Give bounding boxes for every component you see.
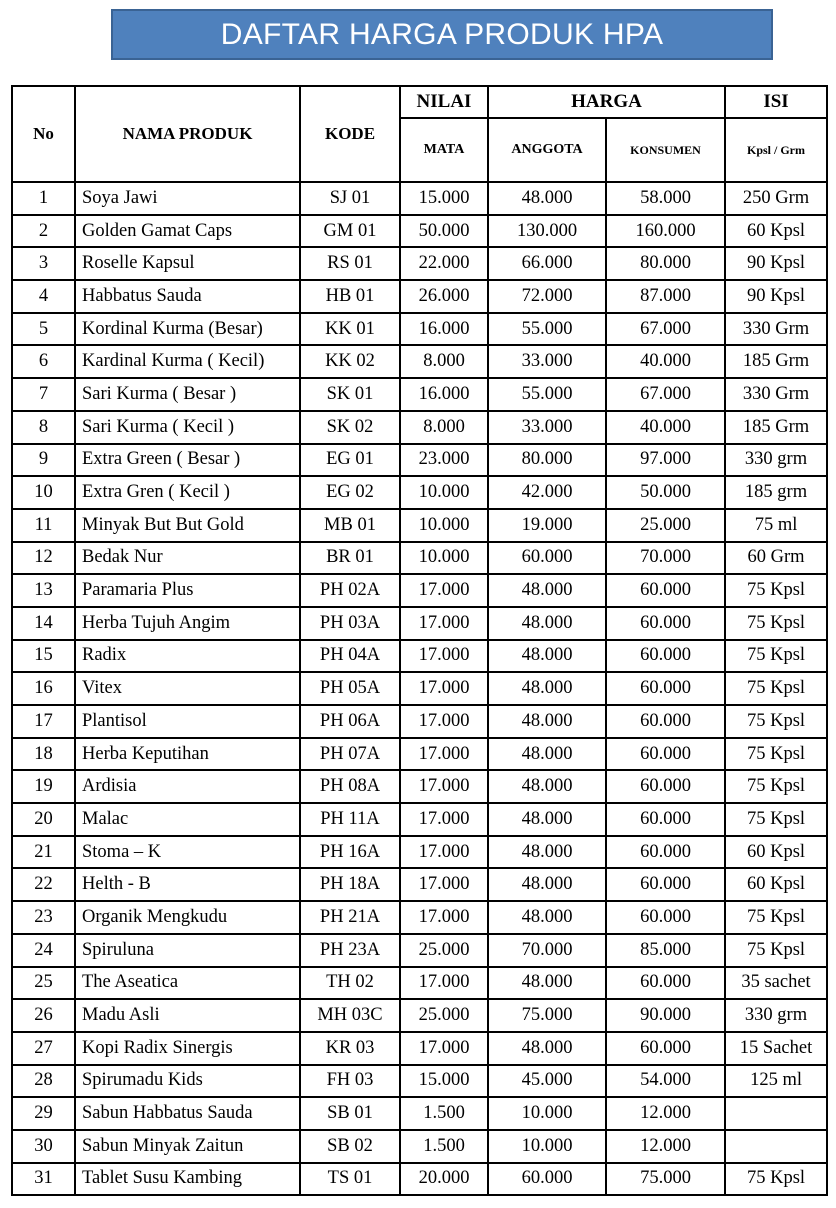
cell-nilai-mata: 16.000 — [400, 378, 488, 411]
cell-kode: PH 21A — [300, 901, 400, 934]
cell-kode: SB 01 — [300, 1097, 400, 1130]
table-row — [12, 770, 827, 803]
cell-harga-konsumen: 70.000 — [606, 542, 725, 575]
cell-isi: 90 Kpsl — [725, 280, 827, 313]
cell-isi: 75 Kpsl — [725, 672, 827, 705]
cell-harga-konsumen: 60.000 — [606, 640, 725, 673]
cell-no: 20 — [12, 803, 75, 836]
cell-nilai-mata: 25.000 — [400, 999, 488, 1032]
table-row — [12, 836, 827, 869]
cell-kode: HB 01 — [300, 280, 400, 313]
cell-harga-anggota: 48.000 — [488, 836, 606, 869]
header-nama-produk: NAMA PRODUK — [75, 86, 300, 182]
table-row — [12, 1097, 827, 1130]
cell-nilai-mata: 10.000 — [400, 509, 488, 542]
cell-kode: PH 18A — [300, 868, 400, 901]
cell-isi: 75 ml — [725, 509, 827, 542]
cell-harga-anggota: 48.000 — [488, 640, 606, 673]
cell-harga-anggota: 48.000 — [488, 182, 606, 215]
cell-harga-konsumen: 60.000 — [606, 967, 725, 1000]
header-anggota: ANGGOTA — [488, 118, 606, 182]
cell-no: 18 — [12, 738, 75, 771]
cell-nama-produk: Paramaria Plus — [75, 574, 300, 607]
header-mata: MATA — [400, 118, 488, 182]
cell-harga-konsumen: 25.000 — [606, 509, 725, 542]
table-row — [12, 574, 827, 607]
cell-nama-produk: Herba Keputihan — [75, 738, 300, 771]
cell-nilai-mata: 23.000 — [400, 444, 488, 477]
header-nilai: NILAI — [400, 86, 488, 118]
cell-nilai-mata: 17.000 — [400, 738, 488, 771]
cell-nama-produk: Extra Green ( Besar ) — [75, 444, 300, 477]
cell-isi: 75 Kpsl — [725, 640, 827, 673]
cell-no: 6 — [12, 345, 75, 378]
cell-harga-konsumen: 67.000 — [606, 378, 725, 411]
table-row — [12, 607, 827, 640]
cell-kode: BR 01 — [300, 542, 400, 575]
cell-kode: PH 16A — [300, 836, 400, 869]
header-harga: HARGA — [488, 86, 725, 118]
cell-nilai-mata: 17.000 — [400, 803, 488, 836]
cell-no: 16 — [12, 672, 75, 705]
cell-nilai-mata: 10.000 — [400, 542, 488, 575]
cell-isi: 185 Grm — [725, 345, 827, 378]
cell-nilai-mata: 8.000 — [400, 345, 488, 378]
table-row — [12, 215, 827, 248]
cell-nilai-mata: 15.000 — [400, 182, 488, 215]
cell-harga-anggota: 48.000 — [488, 770, 606, 803]
cell-isi: 75 Kpsl — [725, 934, 827, 967]
cell-harga-konsumen: 60.000 — [606, 705, 725, 738]
cell-nama-produk: Stoma – K — [75, 836, 300, 869]
cell-kode: PH 23A — [300, 934, 400, 967]
cell-kode: SJ 01 — [300, 182, 400, 215]
table-row — [12, 444, 827, 477]
cell-harga-konsumen: 60.000 — [606, 1032, 725, 1065]
cell-nama-produk: Habbatus Sauda — [75, 280, 300, 313]
table-row — [12, 411, 827, 444]
cell-nama-produk: Roselle Kapsul — [75, 247, 300, 280]
cell-no: 9 — [12, 444, 75, 477]
cell-nilai-mata: 25.000 — [400, 934, 488, 967]
header-konsumen: KONSUMEN — [606, 118, 725, 182]
cell-harga-anggota: 75.000 — [488, 999, 606, 1032]
cell-nilai-mata: 17.000 — [400, 607, 488, 640]
table-row — [12, 378, 827, 411]
cell-nama-produk: Malac — [75, 803, 300, 836]
cell-no: 26 — [12, 999, 75, 1032]
header-no: No — [12, 86, 75, 182]
cell-kode: PH 06A — [300, 705, 400, 738]
cell-harga-anggota: 48.000 — [488, 901, 606, 934]
cell-no: 11 — [12, 509, 75, 542]
cell-nama-produk: Herba Tujuh Angim — [75, 607, 300, 640]
cell-harga-konsumen: 54.000 — [606, 1065, 725, 1098]
cell-isi: 60 Kpsl — [725, 836, 827, 869]
cell-isi: 90 Kpsl — [725, 247, 827, 280]
cell-nilai-mata: 16.000 — [400, 313, 488, 346]
cell-no: 12 — [12, 542, 75, 575]
cell-harga-konsumen: 60.000 — [606, 672, 725, 705]
cell-harga-konsumen: 160.000 — [606, 215, 725, 248]
cell-nama-produk: Plantisol — [75, 705, 300, 738]
cell-harga-anggota: 70.000 — [488, 934, 606, 967]
table-row — [12, 803, 827, 836]
cell-isi: 75 Kpsl — [725, 1163, 827, 1196]
cell-isi: 15 Sachet — [725, 1032, 827, 1065]
cell-nilai-mata: 17.000 — [400, 574, 488, 607]
cell-no: 24 — [12, 934, 75, 967]
cell-harga-anggota: 60.000 — [488, 1163, 606, 1196]
cell-nilai-mata: 1.500 — [400, 1130, 488, 1163]
cell-kode: SK 01 — [300, 378, 400, 411]
cell-no: 19 — [12, 770, 75, 803]
cell-harga-konsumen: 85.000 — [606, 934, 725, 967]
cell-harga-konsumen: 40.000 — [606, 345, 725, 378]
cell-nilai-mata: 17.000 — [400, 770, 488, 803]
table-row — [12, 542, 827, 575]
table-row — [12, 345, 827, 378]
cell-harga-anggota: 48.000 — [488, 738, 606, 771]
cell-nama-produk: Sabun Minyak Zaitun — [75, 1130, 300, 1163]
cell-harga-anggota: 48.000 — [488, 574, 606, 607]
cell-no: 23 — [12, 901, 75, 934]
cell-no: 17 — [12, 705, 75, 738]
table-row — [12, 901, 827, 934]
cell-harga-anggota: 10.000 — [488, 1097, 606, 1130]
cell-nama-produk: Tablet Susu Kambing — [75, 1163, 300, 1196]
cell-no: 28 — [12, 1065, 75, 1098]
cell-isi: 60 Kpsl — [725, 215, 827, 248]
cell-nama-produk: Organik Mengkudu — [75, 901, 300, 934]
cell-isi: 75 Kpsl — [725, 607, 827, 640]
cell-harga-anggota: 80.000 — [488, 444, 606, 477]
cell-isi: 75 Kpsl — [725, 803, 827, 836]
cell-harga-anggota: 72.000 — [488, 280, 606, 313]
cell-nilai-mata: 17.000 — [400, 640, 488, 673]
cell-no: 3 — [12, 247, 75, 280]
cell-no: 25 — [12, 967, 75, 1000]
cell-isi: 75 Kpsl — [725, 770, 827, 803]
cell-isi: 125 ml — [725, 1065, 827, 1098]
cell-isi: 330 Grm — [725, 313, 827, 346]
cell-no: 7 — [12, 378, 75, 411]
table-row — [12, 672, 827, 705]
cell-harga-konsumen: 90.000 — [606, 999, 725, 1032]
cell-harga-konsumen: 87.000 — [606, 280, 725, 313]
cell-isi — [725, 1097, 827, 1130]
table-row — [12, 247, 827, 280]
cell-harga-konsumen: 58.000 — [606, 182, 725, 215]
cell-no: 27 — [12, 1032, 75, 1065]
cell-kode: PH 03A — [300, 607, 400, 640]
cell-nama-produk: Sari Kurma ( Kecil ) — [75, 411, 300, 444]
cell-harga-anggota: 33.000 — [488, 345, 606, 378]
cell-harga-anggota: 48.000 — [488, 672, 606, 705]
cell-harga-anggota: 55.000 — [488, 378, 606, 411]
cell-isi: 330 Grm — [725, 378, 827, 411]
cell-no: 30 — [12, 1130, 75, 1163]
cell-kode: MB 01 — [300, 509, 400, 542]
cell-no: 31 — [12, 1163, 75, 1196]
table-row — [12, 1163, 827, 1196]
table-row — [12, 313, 827, 346]
cell-kode: FH 03 — [300, 1065, 400, 1098]
table-row — [12, 705, 827, 738]
cell-no: 14 — [12, 607, 75, 640]
cell-no: 5 — [12, 313, 75, 346]
page-title: DAFTAR HARGA PRODUK HPA — [220, 17, 664, 51]
cell-kode: PH 11A — [300, 803, 400, 836]
cell-nama-produk: Golden Gamat Caps — [75, 215, 300, 248]
table-body — [12, 182, 827, 1195]
cell-nilai-mata: 1.500 — [400, 1097, 488, 1130]
cell-no: 8 — [12, 411, 75, 444]
cell-harga-anggota: 48.000 — [488, 1032, 606, 1065]
cell-no: 21 — [12, 836, 75, 869]
cell-harga-konsumen: 60.000 — [606, 738, 725, 771]
cell-isi: 60 Kpsl — [725, 868, 827, 901]
cell-harga-anggota: 48.000 — [488, 607, 606, 640]
cell-harga-konsumen: 75.000 — [606, 1163, 725, 1196]
cell-nama-produk: Helth - B — [75, 868, 300, 901]
cell-kode: RS 01 — [300, 247, 400, 280]
page-title-banner — [111, 9, 773, 60]
table-row — [12, 868, 827, 901]
cell-no: 10 — [12, 476, 75, 509]
cell-nilai-mata: 17.000 — [400, 901, 488, 934]
cell-no: 29 — [12, 1097, 75, 1130]
cell-kode: PH 02A — [300, 574, 400, 607]
table-row — [12, 1065, 827, 1098]
cell-kode: KK 01 — [300, 313, 400, 346]
cell-no: 22 — [12, 868, 75, 901]
cell-nilai-mata: 17.000 — [400, 836, 488, 869]
table-row — [12, 280, 827, 313]
cell-kode: KR 03 — [300, 1032, 400, 1065]
cell-harga-anggota: 66.000 — [488, 247, 606, 280]
cell-isi: 60 Grm — [725, 542, 827, 575]
cell-no: 15 — [12, 640, 75, 673]
cell-nilai-mata: 26.000 — [400, 280, 488, 313]
cell-isi: 330 grm — [725, 999, 827, 1032]
cell-nilai-mata: 20.000 — [400, 1163, 488, 1196]
cell-no: 13 — [12, 574, 75, 607]
cell-harga-konsumen: 60.000 — [606, 901, 725, 934]
cell-nilai-mata: 22.000 — [400, 247, 488, 280]
cell-harga-anggota: 10.000 — [488, 1130, 606, 1163]
cell-nama-produk: Sabun Habbatus Sauda — [75, 1097, 300, 1130]
header-isi: ISI — [725, 86, 827, 118]
table-row — [12, 509, 827, 542]
price-table — [11, 85, 828, 1196]
cell-kode: SK 02 — [300, 411, 400, 444]
cell-harga-anggota: 60.000 — [488, 542, 606, 575]
cell-harga-konsumen: 80.000 — [606, 247, 725, 280]
cell-harga-konsumen: 60.000 — [606, 836, 725, 869]
cell-harga-konsumen: 40.000 — [606, 411, 725, 444]
cell-nilai-mata: 17.000 — [400, 705, 488, 738]
cell-harga-konsumen: 60.000 — [606, 574, 725, 607]
cell-nama-produk: The Aseatica — [75, 967, 300, 1000]
cell-isi: 185 Grm — [725, 411, 827, 444]
table-row — [12, 182, 827, 215]
cell-harga-anggota: 48.000 — [488, 705, 606, 738]
cell-kode: SB 02 — [300, 1130, 400, 1163]
cell-nama-produk: Kopi Radix Sinergis — [75, 1032, 300, 1065]
cell-harga-konsumen: 60.000 — [606, 770, 725, 803]
cell-harga-anggota: 130.000 — [488, 215, 606, 248]
cell-harga-konsumen: 60.000 — [606, 607, 725, 640]
cell-nama-produk: Ardisia — [75, 770, 300, 803]
cell-isi: 75 Kpsl — [725, 705, 827, 738]
cell-kode: GM 01 — [300, 215, 400, 248]
cell-isi — [725, 1130, 827, 1163]
cell-nilai-mata: 17.000 — [400, 672, 488, 705]
cell-kode: TH 02 — [300, 967, 400, 1000]
cell-kode: PH 08A — [300, 770, 400, 803]
cell-harga-konsumen: 12.000 — [606, 1097, 725, 1130]
cell-nilai-mata: 17.000 — [400, 868, 488, 901]
cell-harga-konsumen: 60.000 — [606, 868, 725, 901]
table-row — [12, 967, 827, 1000]
cell-isi: 75 Kpsl — [725, 901, 827, 934]
header-kode: KODE — [300, 86, 400, 182]
cell-isi: 75 Kpsl — [725, 738, 827, 771]
header-isi-unit: Kpsl / Grm — [725, 118, 827, 182]
cell-kode: TS 01 — [300, 1163, 400, 1196]
cell-isi: 185 grm — [725, 476, 827, 509]
table-row — [12, 934, 827, 967]
cell-nama-produk: Minyak But But Gold — [75, 509, 300, 542]
cell-nama-produk: Spirumadu Kids — [75, 1065, 300, 1098]
cell-harga-anggota: 42.000 — [488, 476, 606, 509]
table-row — [12, 999, 827, 1032]
cell-harga-anggota: 33.000 — [488, 411, 606, 444]
cell-harga-konsumen: 50.000 — [606, 476, 725, 509]
cell-nama-produk: Extra Gren ( Kecil ) — [75, 476, 300, 509]
cell-kode: PH 07A — [300, 738, 400, 771]
cell-harga-anggota: 55.000 — [488, 313, 606, 346]
table-row — [12, 476, 827, 509]
cell-kode: KK 02 — [300, 345, 400, 378]
cell-nilai-mata: 17.000 — [400, 1032, 488, 1065]
cell-nilai-mata: 15.000 — [400, 1065, 488, 1098]
cell-harga-anggota: 45.000 — [488, 1065, 606, 1098]
cell-isi: 250 Grm — [725, 182, 827, 215]
cell-nama-produk: Sari Kurma ( Besar ) — [75, 378, 300, 411]
cell-harga-anggota: 48.000 — [488, 868, 606, 901]
cell-isi: 330 grm — [725, 444, 827, 477]
cell-kode: PH 05A — [300, 672, 400, 705]
cell-nilai-mata: 8.000 — [400, 411, 488, 444]
table-row — [12, 1032, 827, 1065]
cell-nama-produk: Kardinal Kurma ( Kecil) — [75, 345, 300, 378]
cell-nama-produk: Radix — [75, 640, 300, 673]
table-header — [12, 86, 827, 182]
cell-harga-konsumen: 12.000 — [606, 1130, 725, 1163]
cell-nilai-mata: 50.000 — [400, 215, 488, 248]
cell-no: 1 — [12, 182, 75, 215]
cell-harga-konsumen: 60.000 — [606, 803, 725, 836]
table-row — [12, 1130, 827, 1163]
table-row — [12, 738, 827, 771]
table-row — [12, 640, 827, 673]
cell-nama-produk: Kordinal Kurma (Besar) — [75, 313, 300, 346]
cell-no: 2 — [12, 215, 75, 248]
cell-nilai-mata: 17.000 — [400, 967, 488, 1000]
cell-harga-anggota: 48.000 — [488, 803, 606, 836]
cell-isi: 75 Kpsl — [725, 574, 827, 607]
cell-harga-anggota: 48.000 — [488, 967, 606, 1000]
cell-nama-produk: Vitex — [75, 672, 300, 705]
cell-kode: EG 01 — [300, 444, 400, 477]
cell-harga-konsumen: 67.000 — [606, 313, 725, 346]
cell-isi: 35 sachet — [725, 967, 827, 1000]
cell-kode: EG 02 — [300, 476, 400, 509]
cell-nama-produk: Madu Asli — [75, 999, 300, 1032]
cell-kode: MH 03C — [300, 999, 400, 1032]
cell-kode: PH 04A — [300, 640, 400, 673]
cell-harga-konsumen: 97.000 — [606, 444, 725, 477]
cell-nilai-mata: 10.000 — [400, 476, 488, 509]
cell-no: 4 — [12, 280, 75, 313]
cell-nama-produk: Bedak Nur — [75, 542, 300, 575]
cell-nama-produk: Soya Jawi — [75, 182, 300, 215]
cell-nama-produk: Spiruluna — [75, 934, 300, 967]
cell-harga-anggota: 19.000 — [488, 509, 606, 542]
